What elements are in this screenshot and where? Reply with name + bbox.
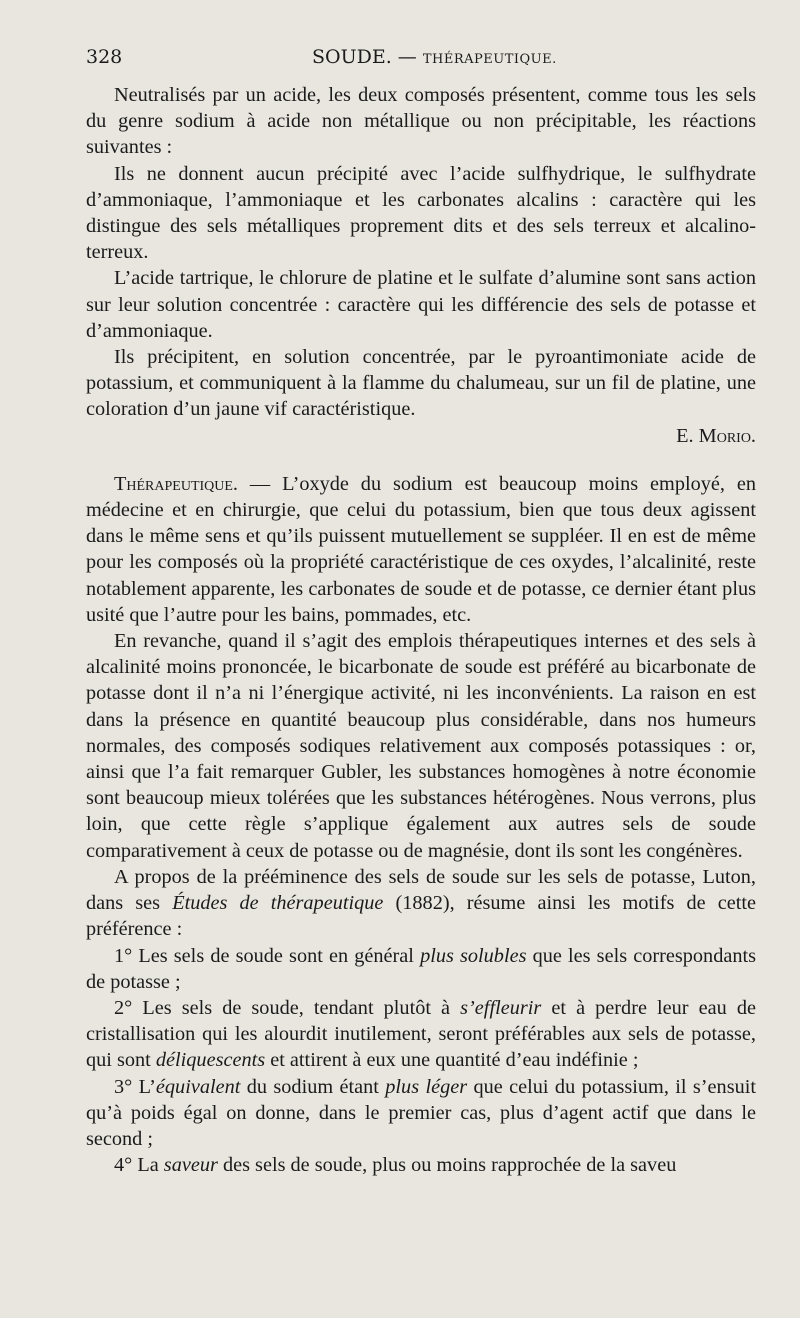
paragraph-acide-tartrique: L’acide tartrique, le chlorure de platine et le sulfate d’alumine sont sans action sur leur solution concentrée : caractère qui les différencie des sels de potasse et d’ammoniaque. (86, 267, 756, 342)
emphasis: plus léger (385, 1075, 468, 1098)
header-section: THÉRAPEUTIQUE. (422, 52, 557, 67)
text-run: et attirent à eux une quantité d’eau indéfinie ; (265, 1049, 639, 1072)
paragraph-precipite: Ils ne donnent aucun précipité avec l’acide sulfhydrique, le sulfhydrate d’ammoniaque, l’ammoniaque et les carbonates alcalins : caractère qui les distingue des sels métalliques proprement dits et des sels terreux et alcalino-terreux. (86, 162, 756, 264)
book-title-italic: Études de thérapeutique (172, 892, 384, 915)
text-run: 3° L’ (114, 1075, 156, 1098)
emphasis: plus solubles (420, 944, 527, 967)
list-item-4 (86, 1152, 756, 1178)
signature-name: Morio. (698, 424, 756, 447)
emphasis: déliquescents (155, 1049, 266, 1072)
list-item-2 (86, 995, 756, 1074)
list-item-3 (86, 1074, 756, 1153)
emphasis: s’effleurir (460, 996, 542, 1019)
running-title (312, 46, 557, 68)
paragraph-therapeutique (86, 471, 756, 628)
emphasis: saveur (163, 1154, 218, 1177)
paragraph-neutralises: Neutralisés par un acide, les deux composés présentent, comme tous les sels du genre sodium à acide non métallique ou non précipitable, les réactions suivantes : (86, 84, 756, 159)
paragraph-therapeutique-text: — L’oxyde du sodium est beaucoup moins employé, en médecine et en chirurgie, que celui du potassium, bien que tous deux agissent dans le même sens et qu’ils puissent mutuellement se suppléer. Il en est de même pour les composés où la propriété caractéristique de ces oxydes, l’alcalinité, reste notablement apparente, les carbonates de soude et de potasse, ce dernier étant plus usité que l’autre pour les bains, pommades, etc. (86, 472, 756, 626)
paragraph-en-revanche: En revanche, quand il s’agit des emplois thérapeutiques internes et des sels à alcalinité moins prononcée, le bicarbonate de soude est préféré au bicarbonate de potasse dont il n’a ni l’énergique activité, ni les inconvénients. La raison en est dans la présence en quantité beaucoup plus considérable, dans nos humeurs normales, des composés sodiques relativement aux composés potassiques : or, ainsi que l’a fait remarquer Gubler, les substances homogènes à notre économie sont beaucoup mieux tolérées que les substances hétérogènes. Nous verrons, plus loin, que cette règle s’applique également aux autres sels de soude comparativement à ceux de potasse ou de magnésie, dont ils sont les congénères. (86, 630, 756, 862)
text-run: que les sels correspondants de potasse ; (86, 944, 757, 993)
header-dash: — (391, 46, 423, 68)
section-heading: Thérapeutique. (114, 472, 239, 495)
header-title: SOUDE. (312, 46, 392, 68)
text-run: des sels de soude, plus ou moins rapprochée de la saveu (217, 1154, 677, 1177)
list-item-1 (86, 943, 756, 995)
text-run: A propos de la prééminence des sels de soude sur les sels de potasse, Luton, dans ses (86, 865, 756, 915)
page-number: 328 (86, 46, 123, 68)
paragraph-pyroantimoniate: Ils précipitent, en solution concentrée, par le pyroantimoniate acide de potassium, et communiquent à la flamme du chalumeau, sur un fil de platine, une coloration d’un jaune vif caractéristique. (86, 346, 756, 421)
emphasis: équivalent (155, 1075, 241, 1098)
text-run: 2° Les sels de soude, tendant plutôt à (114, 996, 461, 1019)
text-run: et à perdre leur eau de cristallisation qui les alourdit inutilement, seront préférables aux sels de potasse, qui sont (86, 996, 757, 1072)
signature-initial: E. (676, 424, 699, 447)
text-run: du sodium étant (240, 1075, 386, 1098)
running-header (86, 46, 756, 76)
author-signature (86, 423, 756, 449)
paragraph-preeminence (86, 864, 756, 943)
text-run: que celui du potassium, il s’ensuit qu’à poids égal on donne, dans le premier cas, plus d’agent actif que dans le second ; (86, 1075, 756, 1150)
text-run: 1° Les sels de soude sont en général (114, 944, 421, 967)
text-run: (1882), résume ainsi les motifs de cette préférence : (86, 892, 756, 941)
text-run: 4° La (114, 1154, 164, 1177)
page-body (86, 82, 756, 1178)
section-gap (86, 449, 756, 471)
